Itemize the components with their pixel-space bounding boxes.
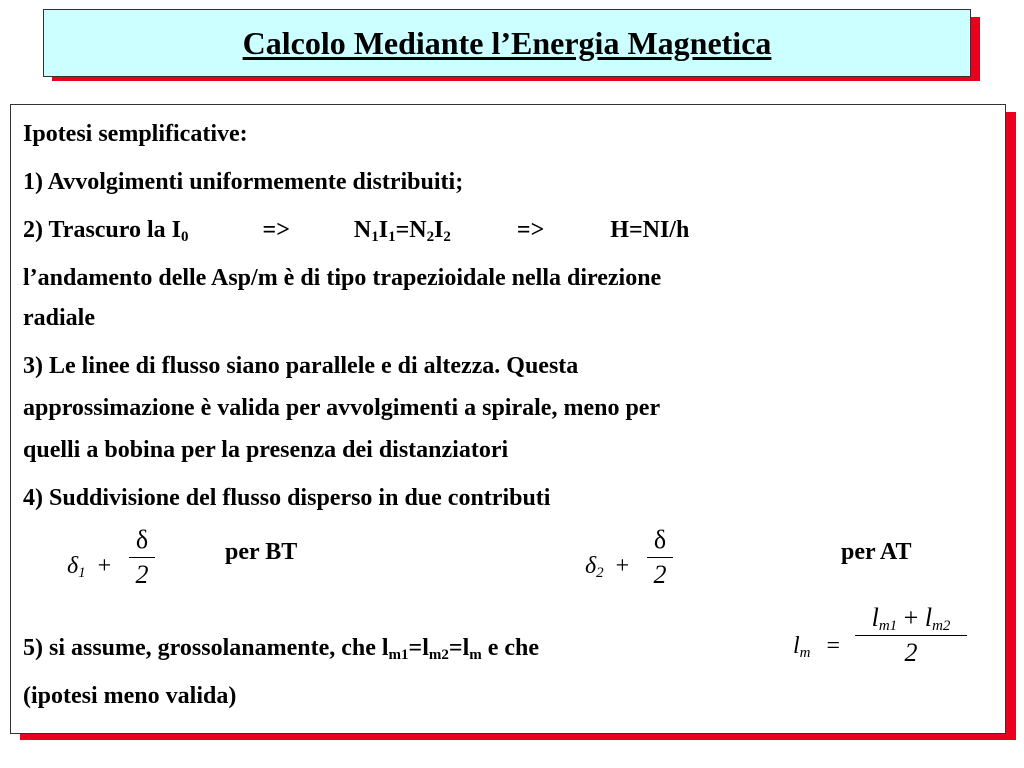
subscript: 2 bbox=[443, 229, 451, 245]
lm1-symbol: l bbox=[871, 603, 879, 632]
subscript: 2 bbox=[426, 229, 435, 245]
formula-lm bbox=[793, 633, 840, 660]
lm-symbol: l bbox=[793, 633, 800, 659]
line-hypothesis-3-end: quelli a bobina per la presenza dei distanziatori bbox=[23, 437, 509, 463]
text-segment: I bbox=[434, 217, 444, 243]
line-hypotheses-heading: Ipotesi semplificative: bbox=[23, 121, 248, 147]
text-segment: e che bbox=[481, 635, 540, 661]
numerator bbox=[855, 603, 967, 633]
subscript: m2 bbox=[428, 647, 449, 663]
text-segment: I bbox=[378, 217, 389, 243]
numerator: δ bbox=[653, 525, 667, 554]
arrow-text: => bbox=[262, 217, 290, 243]
subscript: 1 bbox=[371, 229, 379, 245]
formula-bt bbox=[67, 553, 111, 580]
fraction-bar bbox=[647, 557, 673, 558]
line-hypothesis-3: 3) Le linee di flusso siano parallele e di altezza. Questa bbox=[23, 353, 579, 379]
subscript: m bbox=[469, 647, 482, 663]
line-hypothesis-3-cont: approssimazione è valida per avvolgimenti a spirale, meno per bbox=[23, 395, 661, 421]
line-hypothesis-5-note: (ipotesi meno valida) bbox=[23, 683, 237, 709]
label-per-bt: per BT bbox=[225, 539, 298, 565]
text-segment: 2) Trascuro la I bbox=[23, 217, 182, 243]
text-segment: =l bbox=[448, 635, 470, 661]
fraction-lm bbox=[855, 603, 967, 668]
text-segment: N bbox=[353, 217, 372, 243]
fraction-bar bbox=[129, 557, 155, 558]
denominator: 2 bbox=[653, 560, 667, 589]
line-hypothesis-1: 1) Avvolgimenti uniformemente distribuiti; bbox=[23, 169, 464, 195]
text-segment: =N bbox=[395, 217, 427, 243]
subscript: 1 bbox=[78, 565, 86, 581]
slide-title: Calcolo Mediante l’Energia Magnetica bbox=[242, 24, 772, 61]
line-hypothesis-4: 4) Suddivisione del flusso disperso in due contributi bbox=[23, 485, 551, 511]
subscript: m1 bbox=[878, 618, 898, 634]
text-segment: 5) si assume, grossolanamente, che l bbox=[23, 635, 389, 661]
delta-symbol: δ bbox=[585, 553, 597, 579]
line-hypothesis-2 bbox=[23, 217, 689, 244]
subscript: m bbox=[799, 645, 811, 661]
subscript: 2 bbox=[596, 565, 604, 581]
denominator: 2 bbox=[135, 560, 149, 589]
plus-sign: + bbox=[903, 603, 919, 632]
text-segment: H=NI/h bbox=[610, 217, 690, 243]
line-hypothesis-5 bbox=[23, 635, 539, 662]
delta-symbol: δ bbox=[67, 553, 79, 579]
fraction-bt bbox=[129, 525, 155, 590]
subscript: 1 bbox=[388, 229, 396, 245]
numerator: δ bbox=[135, 525, 149, 554]
fraction-bar bbox=[855, 635, 967, 636]
text-segment: =l bbox=[408, 635, 429, 661]
line-trapezoidal: l’andamento delle Asp/m è di tipo trapezioidale nella direzione bbox=[23, 265, 662, 291]
plus-sign: + bbox=[615, 553, 630, 579]
subscript: m1 bbox=[388, 647, 409, 663]
title-box bbox=[43, 9, 971, 77]
line-radial: radiale bbox=[23, 305, 95, 331]
fraction-at bbox=[647, 525, 673, 590]
lm2-symbol: l bbox=[924, 603, 933, 632]
arrow-text: => bbox=[516, 217, 545, 243]
equals-sign: = bbox=[826, 633, 841, 659]
subscript: 0 bbox=[181, 229, 189, 245]
denominator: 2 bbox=[904, 638, 918, 667]
content-box bbox=[10, 104, 1006, 734]
subscript: m2 bbox=[932, 618, 951, 634]
plus-sign: + bbox=[97, 553, 112, 579]
formula-at bbox=[585, 553, 629, 580]
label-per-at: per AT bbox=[841, 539, 912, 565]
